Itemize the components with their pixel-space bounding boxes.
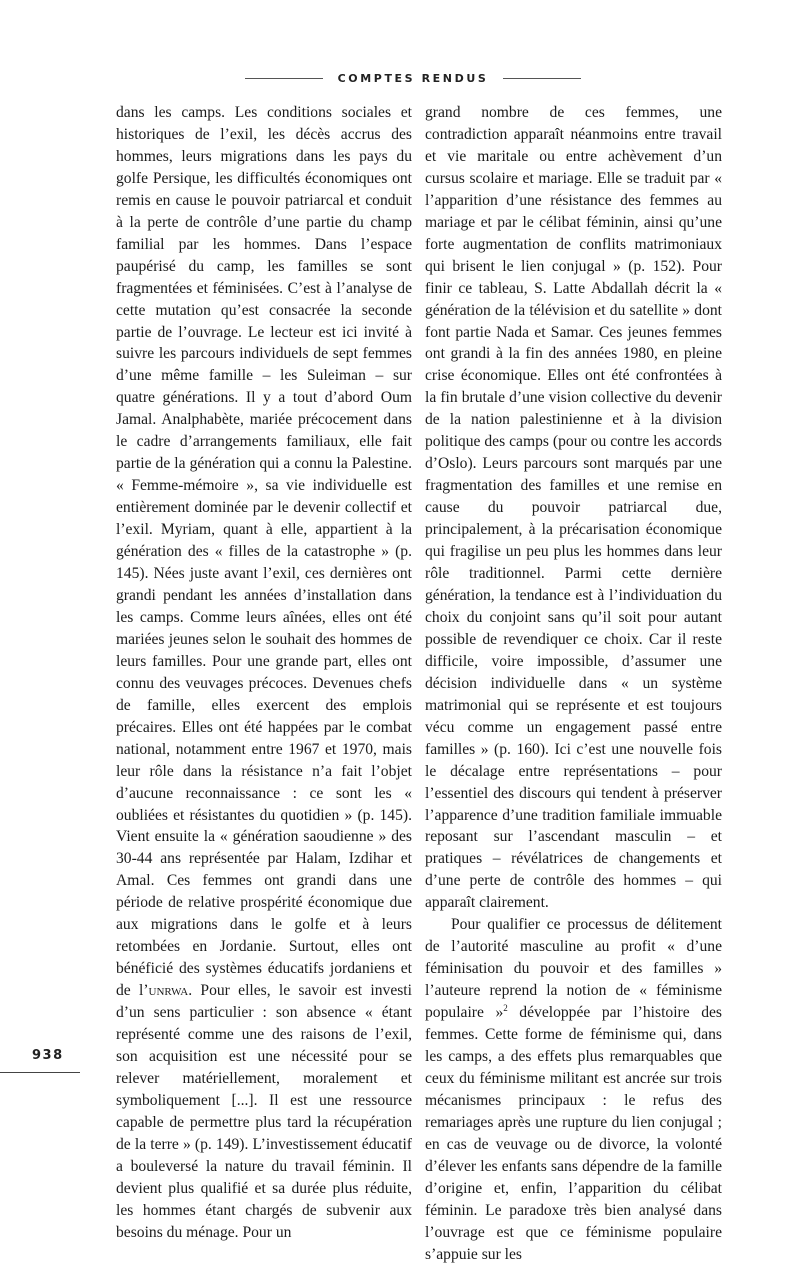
header-rule-right — [503, 78, 581, 79]
page-number: 938 — [32, 1048, 64, 1063]
right-paragraph-1: grand nombre de ces femmes, une contradiction apparaît néanmoins entre travail et vie maritale ou entre achèvement d’un cursus scolaire et mariage. Elle se traduit par « l’apparition d’une résistance des femmes au mariage et par le célibat féminin, ainsi qu’une forte augmentation de conflits matrimoniaux qui brisent le lien conjugal » (p. 152). Pour finir ce tableau, S. Latte Abdallah décrit la « génération de la télévision et du satellite » dont font partie Nada et Samar. Ces jeunes femmes ont grandi à la fin des années 1980, en pleine crise économique. Elles ont été confrontées à la fin brutale d’une vision collective du devenir de la nation palestinienne et à la division politique des camps (pour ou contre les accords d’Oslo). Leurs parcours sont marqués par une fragmentation des familles et une remise en cause du pouvoir patriarcal due, principalement, à la précarisation économique qui fragilise un peu plus les hommes dans leur rôle traditionnel. Parmi cette dernière génération, la tendance est à l’individuation du choix du conjoint sans qu’il soit pour autant possible de revendiquer ce choix. Car il reste difficile, voire impossible, d’assumer une décision individuelle dans « un système matrimonial qui se représente et est toujours vécu comme un engagement passé entre familles » (p. 160). Ici c’est une nouvelle fois le décalage entre représentations – pour l’essentiel des discours qui tendent à préserver l’apparence d’une tradition familiale immuable reposant sur l’ascendant masculin – et pratiques – révélatrices de changements et d’une perte de contrôle des hommes – qui apparaît clairement. — [425, 104, 722, 912]
right-paragraph-2-text-b: développée par l’histoire des femmes. Cette forme de féminisme qui, dans les camps, a des effets plus remarquables que ceux du féminisme militant est ancrée sur trois mécanismes principaux : le refus des remariages après une rupture du lien conjugal ; en cas de veuvage ou de divorce, la volonté d’élever les enfants sans dépendre de la famille d’origine et, enfin, l’apparition du célibat féminin. Le paradoxe très bien analysé dans l’ouvrage est que ce féminisme populaire s’appuie sur les — [425, 1004, 722, 1263]
right-column — [425, 102, 722, 1266]
running-header — [245, 68, 581, 88]
right-paragraph-2 — [425, 914, 722, 1265]
header-rule-left — [245, 78, 323, 79]
left-column — [116, 102, 412, 1244]
left-text-2: . Pour elles, le savoir est investi d’un sens particulier : son absence « étant représenté comme une des raisons de l’exil, son acquisition est une nécessité pour se relever matériellement, moralement et symboliquement [...]. Il est une ressource capable de permettre plus tard la récupération de la terre » (p. 149). L’investissement éducatif a bouleversé la nature du travail féminin. Il devient plus qualifié et sa durée plus réduite, les hommes étant chargés de subvenir aux besoins du ménage. Pour un — [116, 982, 412, 1241]
left-paragraph — [116, 102, 412, 1244]
footnote-reference: 2 — [503, 1002, 508, 1013]
left-text-1: dans les camps. Les conditions sociales et historiques de l’exil, les décès accrus des hommes, leurs migrations dans les pays du golfe Persique, les difficultés économiques ont remis en cause le pouvoir patriarcal et conduit à la perte de contrôle d’une partie du champ familial par les hommes. Dans l’espace paupérisé du camp, les familles se sont fragmentées et féminisées. C’est à l’analyse de cette mutation qu’est consacrée la seconde partie de l’ouvrage. Le lecteur est ici invité à suivre les parcours individuels de sept femmes d’une même famille – les Suleiman – sur quatre générations. Il y a tout d’abord Oum Jamal. Analphabète, mariée précocement dans le cadre d’arrangements familiaux, elle fait partie de la génération qui a connu la Palestine. « Femme-mémoire », sa vie individuelle est entièrement dominée par le devenir collectif et l’exil. Myriam, quant à elle, appartient à la génération des « filles de la catastrophe » (p. 145). Nées juste avant l’exil, ces dernières ont grandi pendant les années d’installation dans les camps. Comme leurs aînées, elles ont été mariées jeunes selon le souhait des hommes de leurs familles. Pour une grande part, elles ont connu des veuvages précoces. Devenues chefs de famille, elles exercent des emplois précaires. Elles ont été happées par le combat national, notamment entre 1967 et 1970, mais leur rôle dans la résistance n’a fait l’objet d’aucune reconnaissance : ce sont les « oubliées et résistantes du quotidien » (p. 145). Vient ensuite la « génération saoudienne » des 30-44 ans représentée par Halam, Izdihar et Amal. Ces femmes ont grandi dans une période de relative prospérité économique due aux migrations dans le golfe et à leurs retombées en Jordanie. Surtout, elles ont bénéficié des systèmes éducatifs jordaniens et de l’ — [116, 104, 412, 1000]
page-number-rule — [0, 1072, 80, 1073]
right-paragraph-2-text-a: Pour qualifier ce processus de délitement de l’autorité masculine au profit « d’une féminisation du pouvoir et des familles » l’auteure reprend la notion de « féminisme populaire » — [425, 916, 722, 1022]
header-title: COMPTES RENDUS — [337, 71, 489, 85]
acronym-unrwa: unrwa — [148, 982, 189, 1000]
